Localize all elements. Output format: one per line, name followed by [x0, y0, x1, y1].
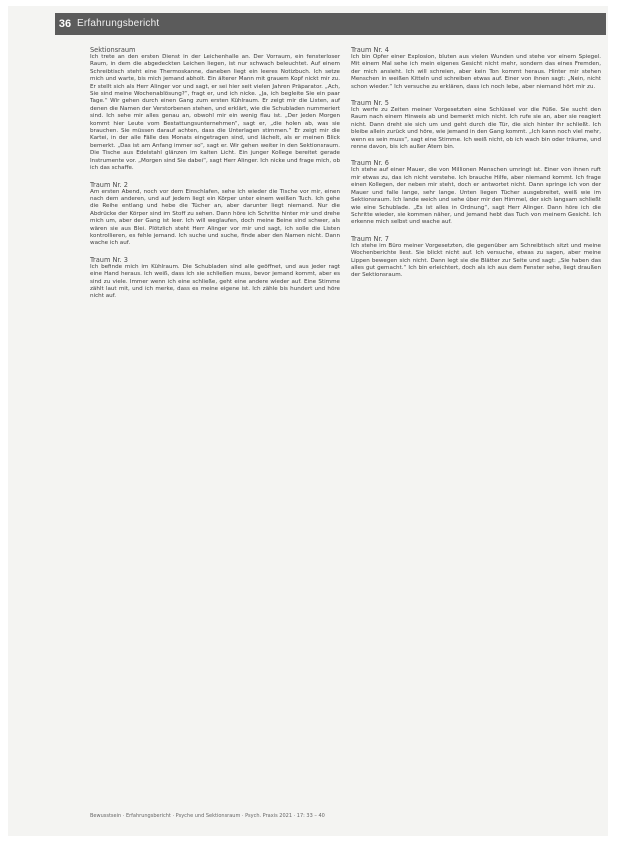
- header-bar: [55, 13, 606, 35]
- running-title: Erfahrungsbericht: [77, 18, 160, 29]
- section-heading: Traum Nr. 6: [351, 159, 389, 168]
- page-number: 36: [58, 18, 72, 30]
- section-heading: Traum Nr. 3: [90, 255, 128, 264]
- section-heading: Traum Nr. 4: [351, 46, 389, 54]
- section-text: Ich befinde mich im Kühlraum. Die Schubladen sind alle geöffnet, und aus jeder ragt eine Hand heraus. Ich weiß, dass ich sie schließen muss, bevor jemand kommt, aber es sind zu viele. Immer wenn ich eine schließe, geht eine andere wieder auf. Eine Stimme zählt laut mit, und ich merke, dass es meine eigene ist. Ich zähle bis hundert und höre nicht auf.: [90, 263, 340, 300]
- section-traum-4: [351, 46, 601, 91]
- section-heading: Traum Nr. 2: [90, 180, 128, 189]
- section-heading: Traum Nr. 5: [351, 99, 389, 108]
- section-heading: Traum Nr. 7: [351, 234, 389, 243]
- page-footer: Bewusstsein · Erfahrungsbericht · Psyche und Sektionsraum · Psych. Praxis 2021 · 17: 33 – 40: [90, 813, 325, 819]
- section-traum-5: [351, 99, 601, 151]
- section-traum-6: [351, 159, 601, 226]
- section-sektionsraum: [90, 46, 340, 173]
- right-column: [351, 46, 601, 288]
- section-text: Am ersten Abend, noch vor dem Einschlafen, sehe ich wieder die Tische vor mir, einen nach dem anderen, und auf jedem liegt ein Körper unter einem weißen Tuch. Ich gehe die Reihe entlang und hebe die Tücher an, aber darunter liegt niemand. Nur die Abdrücke der Körper sind im Stoff zu sehen. Dann höre ich Schritte hinter mir und drehe mich um, aber der Gang ist leer. Ich will weglaufen, doch meine Beine sind schwer, als wären sie aus Blei. Plötzlich steht Herr Alinger vor mir und sagt, ich solle die Listen kontrollieren, es fehle jemand. Ich suche und suche, finde aber den Namen nicht. Dann wache ich auf.: [90, 188, 340, 247]
- section-traum-7: [351, 235, 601, 280]
- left-column: [90, 46, 340, 309]
- section-text: Ich bin Opfer einer Explosion, bluten aus vielen Wunden und stehe vor einem Spiegel. Mit einem Mal sehe ich mein eigenes Gesicht nicht mehr, sondern das eines Fremden, der mich ansieht. Ich will schreien, aber kein Ton kommt heraus. Hinter mir stehen Menschen in weißen Kitteln und schreiben etwas auf. Einer von ihnen sagt: „Nein, nicht schon wieder.“ Ich versuche zu erklären, dass ich noch lebe, aber niemand hört mir zu.: [351, 54, 601, 90]
- section-text: Ich trete an den ersten Dienst in der Leichenhalle an. Der Vorraum, ein fensterloser Raum, in dem die abgedeckten Leichen liegen, ist nur schwach beleuchtet. Auf einem Schreibtisch steht eine Thermoskanne, daneben liegt ein leeres Notizbuch. Ich setze mich und warte, bis mich jemand abholt. Ein älterer Mann mit grauem Kopf nickt mir zu. Er stellt sich als Herr Alinger vor und sagt, er sei hier seit vielen Jahren Präparator. „Ach, Sie sind meine Wochenablösung?“, fragt er, und ich nicke. „Ja, ich begleite Sie ein paar Tage.“ Wir gehen durch einen Gang zum ersten Kühlraum. Er zeigt mir die Listen, auf denen die Namen der Verstorbenen stehen, und erklärt, wie die Schubladen nummeriert sind. Ich sehe mir alles genau an, obwohl mir ein wenig flau ist. „Der jeden Morgen kommt hier Leute vom Bestattungsunternehmen“, sagt er, „die holen ab, was sie brauchen. Sie müssen darauf achten, dass die Unterlagen stimmen.“ Er zeigt mir die Kartei, in der alle Fälle des Monats eingetragen sind, und lächelt, als er meinen Blick bemerkt. „Das ist am Anfang immer so“, sagt er. Wir gehen weiter in den Sektionsraum. Die Tische aus Edelstahl glänzen im kalten Licht. Ein junger Kollege bereitet gerade Instrumente vor. „Morgen sind Sie dabei“, sagt Herr Alinger. Ich nicke und frage mich, ob ich das schaffe.: [90, 54, 340, 172]
- section-text: Ich werfe zu Zeiten meiner Vorgesetzten eine Schlüssel vor die Füße. Sie sucht den Raum nach einem Hinweis ab und bemerkt mich nicht. Ich rufe sie an, aber sie reagiert nicht. Dann dreht sie sich um und geht durch die Tür, die sich hinter ihr schließt. Ich bleibe allein zurück und höre, wie jemand in den Gang kommt. „Ich kann noch viel mehr, wenn es sein muss“, sagt eine Stimme. Ich weiß nicht, ob ich wach bin oder träume, und renne davon, bis ich außer Atem bin.: [351, 107, 601, 151]
- section-heading: Sektionsraum: [90, 46, 136, 54]
- section-text: Ich stehe auf einer Mauer, die von Millionen Menschen umringt ist. Einer von ihnen ruft mir etwas zu, das ich nicht verstehe. Ich brauche Hilfe, aber niemand kommt. Ich frage einen Kollegen, der neben mir steht, doch er antwortet nicht. Dann springe ich von der Mauer und falle lange, sehr lange. Unten liegen Tücher ausgebreitet, weiß wie im Sektionsraum. Ich lande weich und sehe über mir den Himmel, der sich langsam schließt wie eine Schublade. „Es ist alles in Ordnung“, sagt Herr Alinger. Dann höre ich die Schritte wieder, sie kommen näher, und jemand hebt das Tuch von meinem Gesicht. Ich erkenne mich selbst und wache auf.: [351, 167, 601, 226]
- section-traum-2: [90, 181, 340, 248]
- section-traum-3: [90, 256, 340, 301]
- section-text: Ich stehe im Büro meiner Vorgesetzten, die gegenüber am Schreibtisch sitzt und meine Wochenberichte liest. Sie blickt nicht auf. Ich versuche, etwas zu sagen, aber meine Lippen bewegen sich nicht. Dann legt sie die Blätter zur Seite und sagt: „Sie haben das alles gut gemacht.“ Ich bin erleichtert, doch als ich aus dem Fenster sehe, liegt draußen der Sektionsraum.: [351, 242, 601, 279]
